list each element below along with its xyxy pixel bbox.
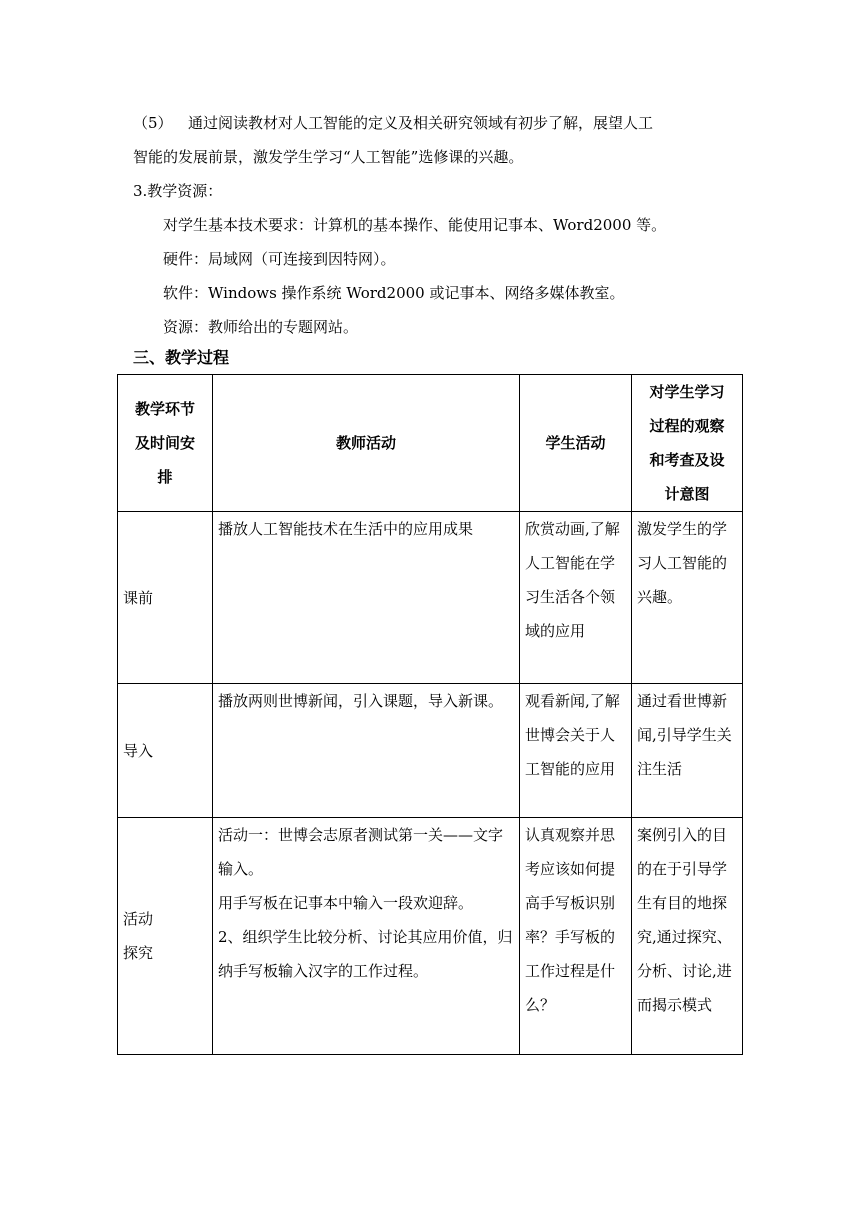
row-stage: 导入 [118, 684, 213, 818]
resource-materials: 资源：教师给出的专题网站。 [163, 318, 359, 336]
section-three-heading: 三、教学过程 [133, 348, 230, 367]
row-design-intent: 案例引入的目的在于引导学生有目的地探究,通过探究、分析、讨论,进而揭示模式 [632, 818, 743, 1055]
item5-marker: （5） [133, 114, 173, 132]
row-stage-line: 探究 [123, 944, 154, 962]
teacher-activity-line: 用手写板在记事本中输入一段欢迎辞。 [218, 894, 474, 912]
resource-hardware: 硬件：局域网（可连接到因特网）。 [163, 250, 396, 268]
row-teacher-activity: 播放两则世博新闻，引入课题，导入新课。 [213, 684, 520, 818]
header-stage [118, 375, 213, 512]
teacher-activity-line: 活动一：世博会志原者测试第一关——文字输入。 [218, 826, 504, 878]
row-design-intent: 激发学生的学习人工智能的兴趣。 [632, 512, 743, 684]
row-design-intent: 通过看世博新闻,引导学生关注生活 [632, 684, 743, 818]
row-teacher-activity: 播放人工智能技术在生活中的应用成果 [213, 512, 520, 684]
header-design-intent [632, 375, 743, 512]
row-student-activity: 观看新闻,了解世博会关于人工智能的应用 [520, 684, 632, 818]
header-design-line: 对学生学习 [649, 383, 725, 401]
table-row [118, 818, 743, 1055]
table-row [118, 512, 743, 684]
row-student-activity: 认真观察并思考应该如何提高手写板识别率？手写板的工作过程是什么？ [520, 818, 632, 1055]
header-design-line: 过程的观察 [649, 417, 725, 435]
row-stage: 课前 [118, 512, 213, 684]
header-design-line: 计意图 [664, 485, 710, 503]
teacher-activity-line: 2、组织学生比较分析、讨论其应用价值，归纳手写板输入汉字的工作过程。 [218, 928, 513, 980]
header-stage-line: 及时间安 [134, 434, 195, 452]
header-student-activity: 学生活动 [520, 375, 632, 512]
header-stage-line: 排 [157, 468, 173, 486]
header-design-line: 和考查及设 [649, 451, 725, 469]
resource-requirements: 对学生基本技术要求：计算机的基本操作、能使用记事本、Word2000 等。 [163, 216, 667, 234]
item5-text-line2: 智能的发展前景，激发学生学习“人工智能”选修课的兴趣。 [133, 148, 524, 166]
lesson-process-table [117, 374, 743, 1055]
item5-text-line1: 通过阅读教材对人工智能的定义及相关研究领域有初步了解，展望人工 [188, 114, 654, 132]
table-row [118, 684, 743, 818]
row-stage-line: 活动 [123, 910, 154, 928]
section3-heading: 3.教学资源： [133, 182, 223, 200]
header-stage-line: 教学环节 [134, 400, 195, 418]
table-header-row [118, 375, 743, 512]
resource-software: 软件：Windows 操作系统 Word2000 或记事本、网络多媒体教室。 [163, 284, 625, 302]
row-teacher-activity [213, 818, 520, 1055]
row-student-activity: 欣赏动画,了解人工智能在学习生活各个领域的应用 [520, 512, 632, 684]
header-teacher-activity: 教师活动 [213, 375, 520, 512]
row-stage [118, 818, 213, 1055]
